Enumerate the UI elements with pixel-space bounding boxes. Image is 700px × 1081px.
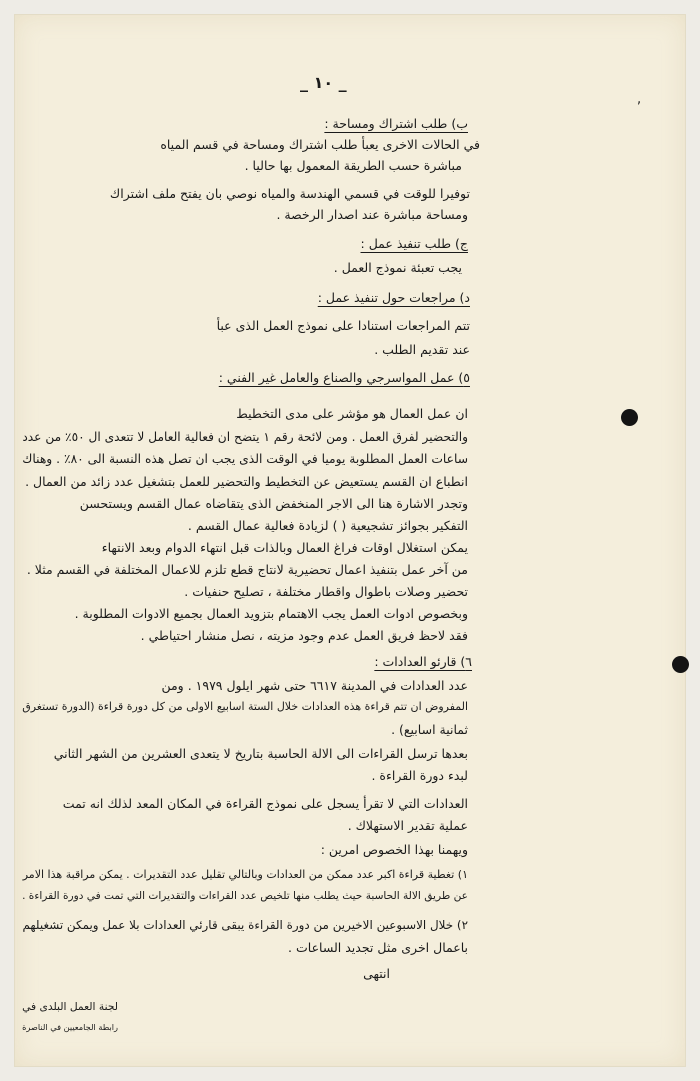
paragraph-line: ساعات العمل المطلوبة يوميا في الوقت الذى يجب ان تصل هذه النسبة الى ٨٠٪ . وهناك — [22, 452, 468, 466]
paragraph-line: بعدها ترسل القراءات الى الالة الحاسبة بتاريخ لا يتعدى العشرين من الشهر الثاني — [53, 746, 468, 761]
section-6-heading: ٦) قارئو العدادات : — [374, 654, 472, 669]
paragraph-line: عند تقديم الطلب . — [374, 342, 470, 357]
paragraph-line: عدد العدادات في المدينة ٦٦١٧ حتى شهر ايلول ١٩٧٩ . ومن — [161, 678, 468, 693]
paragraph-line: في الحالات الاخرى يعبأ طلب اشتراك ومساحة في قسم المياه — [160, 137, 480, 152]
paragraph-line: فقد لاحظ فريق العمل عدم وجود مزيته ، نصل منشار احتياطي . — [140, 628, 468, 643]
paragraph-line: ومساحة مباشرة عند اصدار الرخصة . — [276, 207, 468, 222]
paragraph-line: والتحضير لفرق العمل . ومن لائحة رقم ١ يتضح ان فعالية العامل لا تتعدى ال ٥٠٪ من عدد — [22, 430, 468, 444]
paragraph-line: ويهمنا بهذا الخصوص امرين : — [320, 842, 468, 857]
paragraph-line: لبدء دورة القراءة . — [371, 768, 468, 783]
paragraph-line: يجب تعبئة نموذج العمل . — [333, 260, 462, 275]
paragraph-line: ٢) خلال الاسبوعين الاخيرين من دورة القراءة يبقى قارئي العدادات بلا عمل ويمكن تشغيلهم — [22, 918, 468, 932]
paragraph-line: العدادات التي لا تقرأ يسجل على نموذج القراءة في المكان المعد لذلك انه تمت — [62, 796, 468, 811]
paragraph-line: عملية تقدير الاستهلاك . — [347, 818, 468, 833]
paragraph-line: يمكن استغلال اوقات فراغ العمال وبالذات قبل انتهاء الدوام وبعد الانتهاء — [101, 540, 468, 555]
section-5-heading: ٥) عمل المواسرجي والصناع والعامل غير الفني : — [218, 370, 470, 385]
punch-hole — [672, 656, 689, 673]
paragraph-line: ثمانية اسابيع) . — [391, 722, 468, 737]
paragraph-line: تحضير وصلات باطوال واقطار مختلفة ، تصليح حنفيات . — [184, 584, 468, 599]
paragraph-line: المفروض ان تتم قراءة هذه العدادات خلال الستة اسابيع الاولى من كل دورة قراءة (الدورة تستغرق — [22, 700, 468, 713]
closing-word: انتهى — [363, 966, 390, 981]
paragraph-line: عن طريق الالة الحاسبة حيث يطلب منها تلخيص عدد القراءات والتقديرات التي تمت في دورة القراءة . — [22, 890, 468, 902]
paragraph-line: باعمال اخرى مثل تجديد الساعات . — [288, 940, 468, 955]
punch-hole — [621, 409, 638, 426]
signature-line: لجنة العمل البلدى في — [22, 1000, 118, 1013]
paragraph-line: التفكير بجوائز تشجيعية ( ) لزيادة فعالية عمال القسم . — [187, 518, 468, 533]
paragraph-line: تتم المراجعات استنادا على نموذج العمل الذى عبأ — [216, 318, 470, 333]
section-c-heading: ج) طلب تنفيذ عمل : — [360, 236, 468, 251]
paragraph-line: ان عمل العمال هو مؤشر على مدى التخطيط — [236, 406, 468, 421]
margin-mark: , — [637, 92, 642, 107]
page-number: _ ١٠ _ — [300, 73, 347, 92]
paragraph-line: انطباع ان القسم يستعيض عن التخطيط والتحضير للعمل بتشغيل عدد زائد من العمال . — [25, 474, 468, 489]
paragraph-line: وتجدر الاشارة هنا الى الاجر المنخفض الذى يتقاضاه عمال القسم ويستحسن — [79, 496, 468, 511]
paragraph-line: من آخر عمل بتنفيذ اعمال تحضيرية لانتاج قطع تلزم للاعمال المختلفة في القسم مثلا . — [26, 562, 468, 577]
paragraph-line: وبخصوص ادوات العمل يجب الاهتمام بتزويد العمال بجميع الادوات المطلوبة . — [74, 606, 468, 621]
signature-line: رابطة الجامعيين في الناصرة — [22, 1022, 118, 1032]
section-b-heading: ب) طلب اشتراك ومساحة : — [324, 116, 468, 131]
paragraph-line: توفيرا للوقت في قسمي الهندسة والمياه نوصي بان يفتح ملف اشتراك — [109, 186, 470, 201]
paragraph-line: مباشرة حسب الطريقة المعمول بها حاليا . — [244, 158, 462, 173]
section-d-heading: د) مراجعات حول تنفيذ عمل : — [317, 290, 470, 305]
paragraph-line: ١) تغطية قراءة اكبر عدد ممكن من العدادات وبالتالي تقليل عدد التقديرات . يمكن مراقبة هذا الامر — [22, 868, 468, 881]
